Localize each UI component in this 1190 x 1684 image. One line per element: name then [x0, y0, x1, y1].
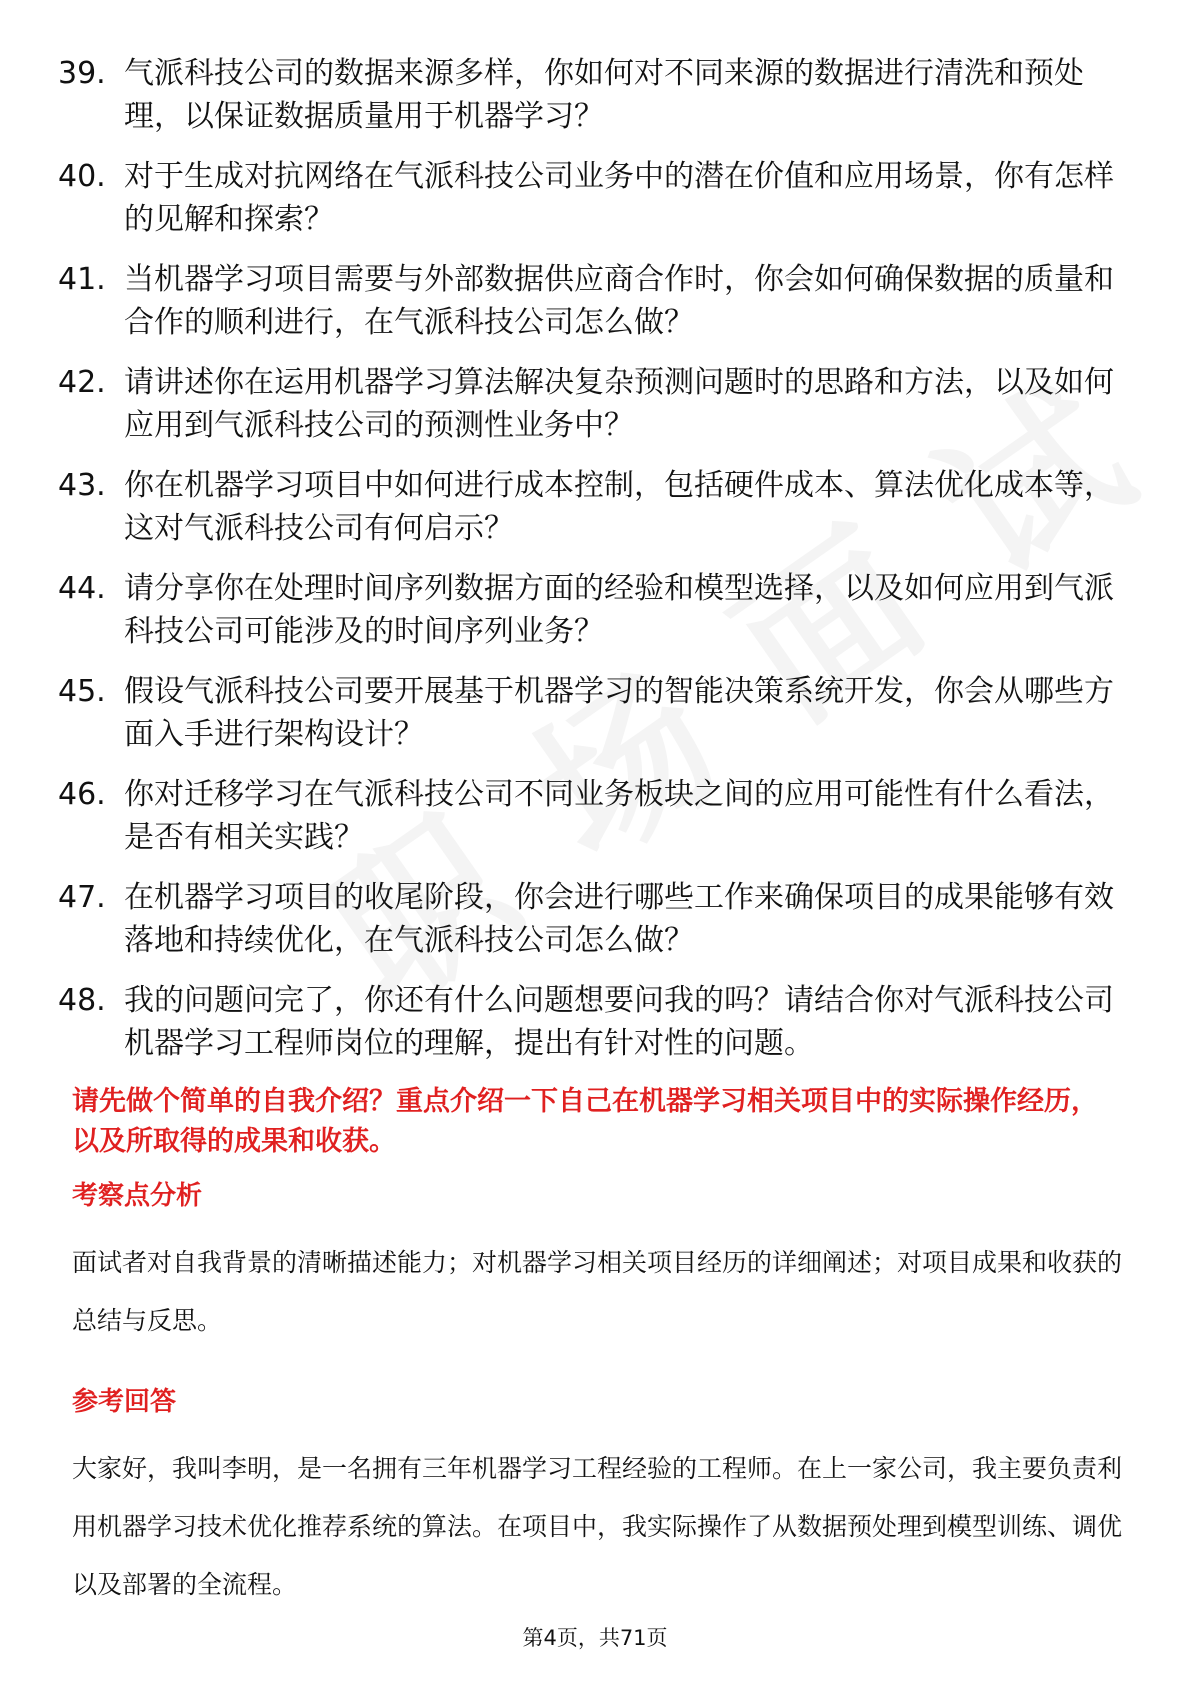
question-number: 40.	[58, 159, 106, 194]
page-footer: 第4页，共71页	[522, 1626, 668, 1650]
question-item	[58, 361, 1118, 447]
question-text: 你对迁移学习在气派科技公司不同业务板块之间的应用可能性有什么看法，是否有相关实践？	[124, 777, 1114, 855]
featured-question: 请先做个简单的自我介绍？重点介绍一下自己在机器学习相关项目中的实际操作经历，以及所取得的成果和收获。	[72, 1086, 1098, 1157]
question-text: 气派科技公司的数据来源多样，你如何对不同来源的数据进行清洗和预处理，以保证数据质量用于机器学习？	[124, 56, 1084, 134]
analysis-heading: 考察点分析	[72, 1181, 203, 1211]
question-item	[58, 773, 1118, 859]
question-number: 39.	[58, 56, 106, 91]
question-item	[58, 567, 1118, 653]
question-text: 假设气派科技公司要开展基于机器学习的智能决策系统开发，你会从哪些方面入手进行架构设计？	[124, 674, 1114, 752]
question-text: 请讲述你在运用机器学习算法解决复杂预测问题时的思路和方法，以及如何应用到气派科技公司的预测性业务中？	[124, 365, 1114, 443]
question-text: 在机器学习项目的收尾阶段，你会进行哪些工作来确保项目的成果能够有效落地和持续优化，在气派科技公司怎么做？	[124, 880, 1114, 958]
question-number: 47.	[58, 880, 106, 915]
question-number: 42.	[58, 365, 106, 400]
question-item	[58, 464, 1118, 550]
question-item	[58, 258, 1118, 344]
question-item	[58, 52, 1118, 138]
question-text: 对于生成对抗网络在气派科技公司业务中的潜在价值和应用场景，你有怎样的见解和探索？	[124, 159, 1114, 237]
question-number: 41.	[58, 262, 106, 297]
question-text: 请分享你在处理时间序列数据方面的经验和模型选择，以及如何应用到气派科技公司可能涉及的时间序列业务？	[124, 571, 1114, 649]
question-number: 45.	[58, 674, 106, 709]
question-item	[58, 155, 1118, 241]
question-number: 46.	[58, 777, 106, 812]
question-text: 当机器学习项目需要与外部数据供应商合作时，你会如何确保数据的质量和合作的顺利进行，在气派科技公司怎么做？	[124, 262, 1114, 340]
analysis-text: 面试者对自我背景的清晰描述能力；对机器学习相关项目经历的详细阐述；对项目成果和收获的总结与反思。	[72, 1248, 1123, 1335]
question-number: 43.	[58, 468, 106, 503]
question-list	[58, 52, 1118, 1082]
question-item	[58, 670, 1118, 756]
question-number: 48.	[58, 983, 106, 1018]
question-item	[58, 876, 1118, 962]
answer-heading: 参考回答	[72, 1387, 177, 1417]
answer-text: 大家好，我叫李明，是一名拥有三年机器学习工程经验的工程师。在上一家公司，我主要负责利用机器学习技术优化推荐系统的算法。在项目中，我实际操作了从数据预处理到模型训练、调优以及部署的全流程。	[72, 1454, 1123, 1599]
question-item	[58, 979, 1118, 1065]
question-text: 我的问题问完了，你还有什么问题想要问我的吗？请结合你对气派科技公司机器学习工程师岗位的理解，提出有针对性的问题。	[124, 983, 1114, 1061]
question-number: 44.	[58, 571, 106, 606]
question-text: 你在机器学习项目中如何进行成本控制，包括硬件成本、算法优化成本等，这对气派科技公司有何启示？	[124, 468, 1114, 546]
